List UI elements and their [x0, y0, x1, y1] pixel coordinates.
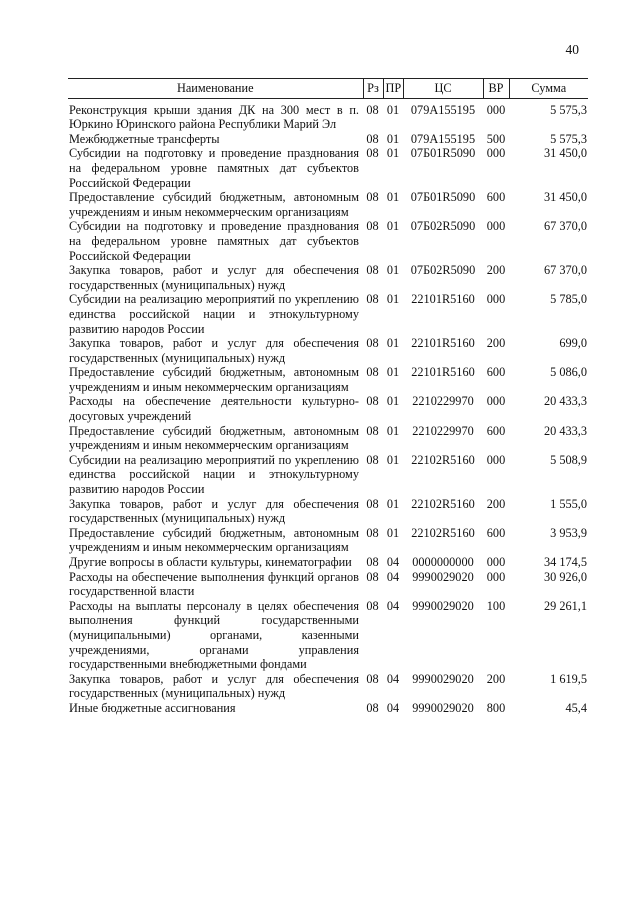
cell-vr: 100: [486, 598, 506, 613]
cell-cs: 22102R5160: [411, 525, 475, 540]
cell-rz: 08: [366, 102, 379, 117]
table-row: [68, 219, 588, 263]
cell-pr: 04: [386, 555, 400, 569]
cell-pr: 01: [386, 525, 400, 540]
cell-rz: 08: [366, 700, 379, 715]
cell-sum: 67 370,0: [543, 219, 587, 234]
page-number: 40: [565, 42, 579, 57]
cell-cs: 22102R5160: [411, 496, 475, 511]
cell-sum: 1 619,5: [550, 671, 587, 686]
cell-cs: 9990029020: [412, 700, 474, 715]
cell-pr: 01: [386, 394, 400, 409]
header-vr: ВР: [483, 79, 509, 99]
cell-pr: 01: [386, 131, 400, 146]
cell-name: Закупка товаров, работ и услуг для обеспечения государственных (муниципальных) нужд: [69, 263, 359, 292]
cell-pr: 04: [386, 700, 400, 715]
cell-sum: 5 086,0: [550, 365, 587, 380]
cell-rz: 08: [366, 525, 379, 540]
cell-sum: 30 926,0: [543, 569, 587, 584]
cell-sum: 31 450,0: [543, 190, 587, 205]
cell-vr: 000: [486, 102, 506, 117]
cell-vr: 600: [486, 423, 506, 438]
cell-name: Предоставление субсидий бюджетным, автономным учреждениям и иным некоммерческим организациям: [69, 423, 359, 453]
cell-cs: 07Б02R5090: [410, 219, 476, 234]
cell-vr: 200: [486, 496, 506, 511]
cell-sum: 5 575,3: [550, 131, 587, 146]
cell-name: Закупка товаров, работ и услуг для обеспечения государственных (муниципальных) нужд: [69, 496, 359, 526]
header-pr: ПР: [383, 79, 403, 99]
cell-vr: 600: [486, 365, 506, 380]
table-row: [68, 497, 588, 526]
cell-vr: 000: [486, 555, 506, 569]
table-header-row: [68, 79, 588, 99]
cell-cs: 079А155195: [410, 102, 476, 117]
cell-vr: 000: [486, 146, 506, 161]
cell-sum: 20 433,3: [543, 394, 587, 409]
cell-name: Закупка товаров, работ и услуг для обеспечения государственных (муниципальных) нужд: [69, 336, 359, 365]
cell-rz: 08: [366, 336, 379, 351]
cell-rz: 08: [366, 452, 379, 467]
cell-rz: 08: [366, 219, 379, 234]
table-row: [68, 132, 588, 147]
table-row: [68, 98, 588, 132]
cell-name: Закупка товаров, работ и услуг для обеспечения государственных (муниципальных) нужд: [69, 671, 359, 701]
cell-pr: 04: [386, 671, 400, 686]
cell-pr: 01: [386, 496, 400, 511]
cell-cs: 079А155195: [410, 131, 476, 146]
cell-rz: 08: [366, 365, 379, 380]
table-row: [68, 336, 588, 365]
cell-sum: 20 433,3: [543, 423, 587, 438]
cell-vr: 000: [486, 292, 506, 307]
table-row: [68, 555, 588, 570]
cell-cs: 07Б01R5090: [410, 146, 476, 161]
budget-table: [68, 78, 588, 716]
cell-pr: 01: [386, 146, 400, 161]
cell-vr: 600: [486, 525, 506, 540]
table-row: [68, 263, 588, 292]
table-row: [68, 146, 588, 190]
cell-vr: 200: [486, 263, 506, 278]
table-row: [68, 190, 588, 219]
cell-pr: 01: [386, 336, 400, 351]
cell-cs: 0000000000: [412, 555, 474, 569]
cell-vr: 200: [486, 336, 506, 351]
cell-vr: 000: [486, 394, 506, 409]
cell-vr: 000: [486, 219, 506, 234]
table-row: [68, 599, 588, 672]
cell-name: Другие вопросы в области культуры, кинематографии: [69, 555, 352, 569]
header-cs: ЦС: [403, 79, 483, 99]
cell-sum: 45,4: [565, 700, 587, 715]
cell-cs: 9990029020: [412, 569, 474, 584]
cell-rz: 08: [366, 263, 379, 278]
cell-cs: 9990029020: [412, 671, 474, 686]
cell-rz: 08: [366, 569, 379, 584]
cell-cs: 22101R5160: [411, 365, 475, 380]
cell-name: Предоставление субсидий бюджетным, автономным учреждениям и иным некоммерческим организациям: [69, 365, 359, 394]
cell-rz: 08: [366, 190, 379, 205]
cell-cs: 07Б02R5090: [410, 263, 476, 278]
cell-rz: 08: [366, 131, 379, 146]
cell-sum: 1 555,0: [550, 496, 587, 511]
cell-pr: 01: [386, 292, 400, 307]
cell-vr: 500: [486, 131, 506, 146]
cell-rz: 08: [366, 598, 379, 613]
cell-pr: 01: [386, 219, 400, 234]
cell-name: Иные бюджетные ассигнования: [69, 700, 236, 715]
cell-vr: 200: [486, 671, 506, 686]
cell-rz: 08: [366, 394, 379, 409]
cell-name: Предоставление субсидий бюджетным, автономным учреждениям и иным некоммерческим организациям: [69, 525, 359, 555]
table-row: [68, 453, 588, 497]
cell-name: Расходы на обеспечение выполнения функций органов государственной власти: [69, 569, 359, 599]
cell-rz: 08: [366, 146, 379, 161]
cell-pr: 04: [386, 569, 400, 584]
cell-vr: 000: [486, 569, 506, 584]
cell-vr: 000: [486, 452, 506, 467]
cell-pr: 01: [386, 190, 400, 205]
cell-pr: 01: [386, 263, 400, 278]
cell-sum: 34 174,5: [543, 555, 587, 569]
cell-pr: 01: [386, 452, 400, 467]
cell-cs: 22102R5160: [411, 452, 475, 467]
header-name: Наименование: [68, 79, 363, 99]
cell-rz: 08: [366, 671, 379, 686]
cell-rz: 08: [366, 555, 379, 569]
table-row: [68, 365, 588, 394]
table-body: [68, 98, 588, 715]
cell-sum: 5 508,9: [550, 452, 587, 467]
cell-name: Расходы на обеспечение деятельности культурно-досуговых учреждений: [69, 394, 359, 424]
cell-sum: 699,0: [559, 336, 587, 351]
cell-sum: 29 261,1: [543, 598, 587, 613]
cell-pr: 01: [386, 365, 400, 380]
cell-cs: 2210229970: [412, 423, 474, 438]
cell-rz: 08: [366, 496, 379, 511]
cell-name: Расходы на выплаты персоналу в целях обеспечения выполнения функций государственными (муниципальными) органами, казенными учреждениями, органами управления государственными внебюджетными фондами: [69, 598, 359, 672]
table-row: [68, 424, 588, 453]
header-rz: Рз: [363, 79, 383, 99]
cell-vr: 600: [486, 190, 506, 205]
cell-sum: 67 370,0: [543, 263, 587, 278]
cell-sum: 5 575,3: [550, 102, 587, 117]
cell-name: Межбюджетные трансферты: [69, 131, 220, 146]
cell-cs: 9990029020: [412, 598, 474, 613]
cell-name: Субсидии на подготовку и проведение празднования на федеральном уровне памятных дат субъектов Российской Федерации: [69, 146, 359, 190]
header-sum: Сумма: [509, 79, 588, 99]
cell-name: Субсидии на реализацию мероприятий по укреплению единства российской нации и этнокультурному развитию народов России: [69, 452, 359, 497]
cell-sum: 5 785,0: [550, 292, 587, 307]
cell-vr: 800: [486, 700, 506, 715]
cell-name: Предоставление субсидий бюджетным, автономным учреждениям и иным некоммерческим организациям: [69, 190, 359, 219]
table-row: [68, 526, 588, 555]
table-row: [68, 394, 588, 423]
cell-name: Субсидии на реализацию мероприятий по укреплению единства российской нации и этнокультурному развитию народов России: [69, 292, 359, 336]
cell-name: Реконструкция крыши здания ДК на 300 мест в п. Юркино Юринского района Республики Марий Эл: [69, 102, 359, 132]
cell-rz: 08: [366, 292, 379, 307]
table-row: [68, 292, 588, 336]
cell-name: Субсидии на подготовку и проведение празднования на федеральном уровне памятных дат субъектов Российской Федерации: [69, 219, 359, 263]
cell-sum: 3 953,9: [550, 525, 587, 540]
cell-cs: 22101R5160: [411, 336, 475, 351]
cell-cs: 2210229970: [412, 394, 474, 409]
cell-cs: 22101R5160: [411, 292, 475, 307]
cell-sum: 31 450,0: [543, 146, 587, 161]
table-row: [68, 701, 588, 716]
cell-pr: 01: [386, 102, 400, 117]
cell-cs: 07Б01R5090: [410, 190, 476, 205]
table-row: [68, 570, 588, 599]
cell-pr: 04: [386, 598, 400, 613]
cell-rz: 08: [366, 423, 379, 438]
table-row: [68, 672, 588, 701]
cell-pr: 01: [386, 423, 400, 438]
